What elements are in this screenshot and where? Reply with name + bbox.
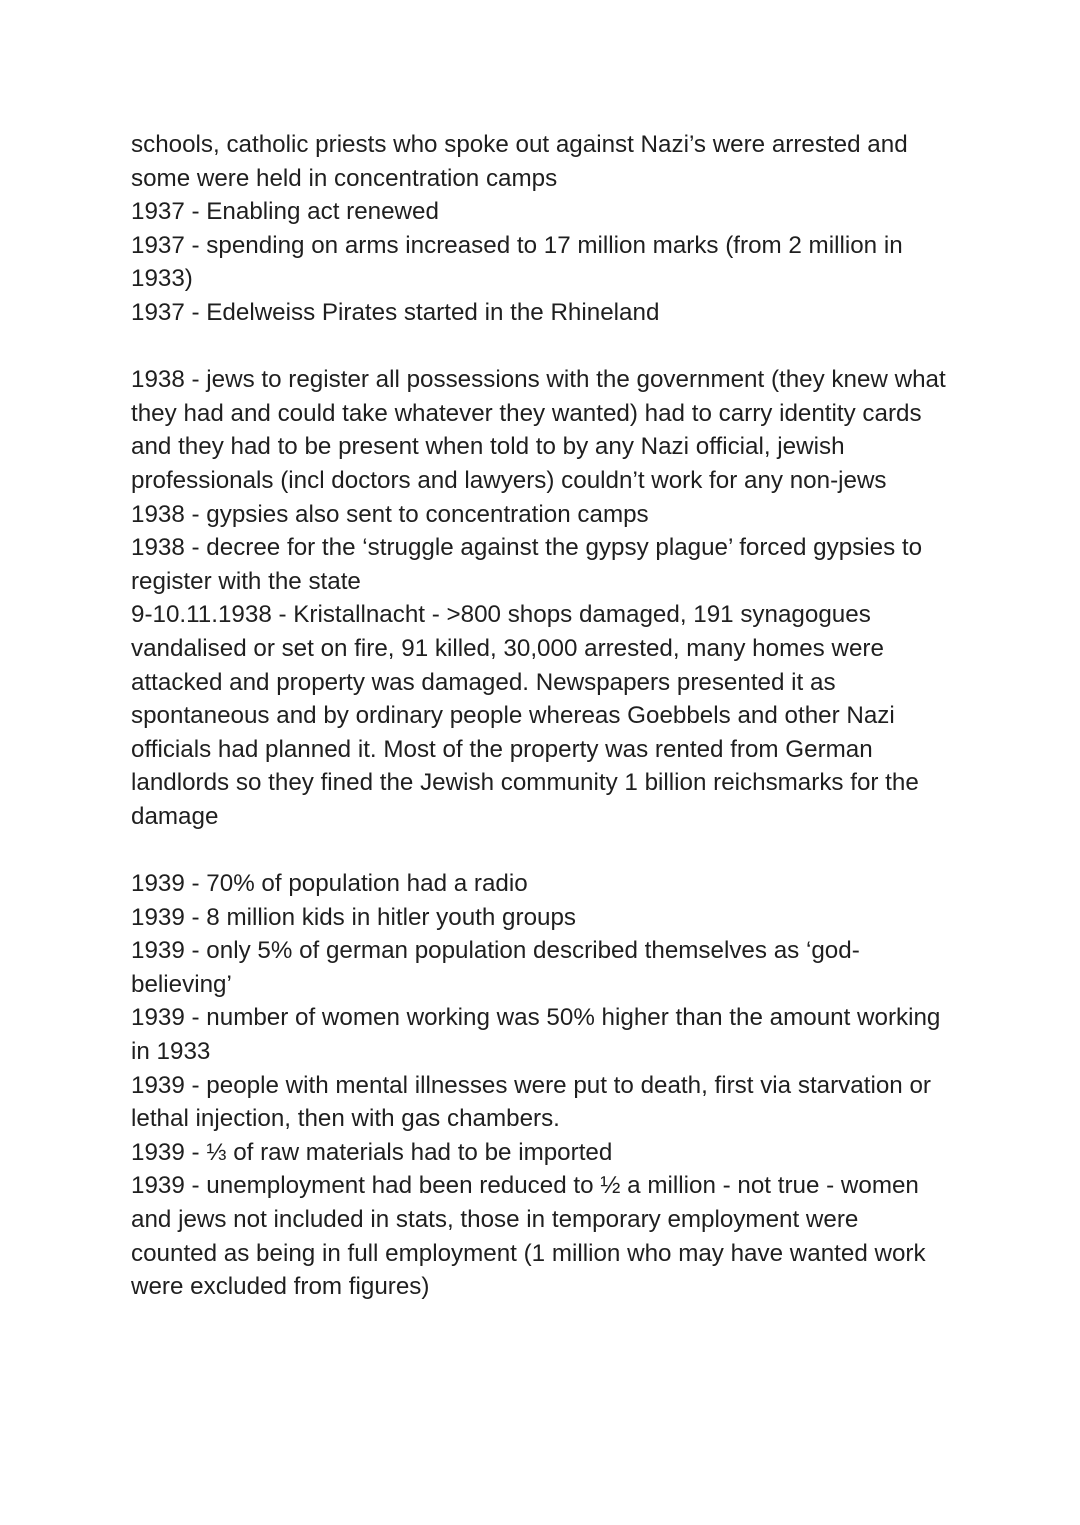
timeline-entry: 1938 - jews to register all possessions with the government (they knew what they had and could take whatever they wanted) had to carry identity cards and they had to be present when told to by any Nazi official, jewish professionals (incl doctors and lawyers) couldn’t work for any non-jews bbox=[131, 366, 946, 494]
timeline-entry: 1938 - gypsies also sent to concentration camps bbox=[131, 500, 649, 528]
timeline-entry: 1939 - people with mental illnesses were put to death, first via starvation or lethal injection, then with gas chambers. bbox=[131, 1071, 931, 1133]
timeline-entry: 1937 - spending on arms increased to 17 million marks (from 2 million in 1933) bbox=[131, 231, 903, 293]
timeline-entry: 9-10.11.1938 - Kristallnacht - >800 shops damaged, 191 synagogues vandalised or set on fire, 91 killed, 30,000 arrested, many homes were attacked and property was damaged. Newspapers presented it as spontaneous and by ordinary people whereas Goebbels and other Nazi officials had planned it. Most of the property was rented from German landlords so they fined the Jewish community 1 billion reichsmarks for the damage bbox=[131, 601, 919, 830]
timeline-entry: 1939 - 70% of population had a radio bbox=[131, 870, 528, 898]
timeline-entry: 1939 - number of women working was 50% higher than the amount working in 1933 bbox=[131, 1004, 941, 1066]
timeline-entry: 1939 - only 5% of german population described themselves as ‘god-believing’ bbox=[131, 937, 860, 998]
timeline-entry: 1939 - ⅓ of raw materials had to be imported bbox=[131, 1138, 613, 1166]
section-1939 bbox=[131, 867, 951, 1304]
timeline-entry: 1939 - 8 million kids in hitler youth groups bbox=[131, 903, 577, 931]
section-1937 bbox=[131, 128, 951, 330]
paragraph: schools, catholic priests who spoke out against Nazi’s were arrested and some were held in concentration camps bbox=[131, 131, 908, 192]
timeline-entry: 1937 - Enabling act renewed bbox=[131, 198, 439, 226]
section-1938 bbox=[131, 363, 951, 833]
document-page bbox=[131, 128, 951, 1304]
timeline-entry: 1939 - unemployment had been reduced to ½ a million - not true - women and jews not included in stats, those in temporary employment were counted as being in full employment (1 million who may have wanted work were excluded from figures) bbox=[131, 1172, 926, 1301]
timeline-entry: 1937 - Edelweiss Pirates started in the Rhineland bbox=[131, 298, 660, 326]
timeline-entry: 1938 - decree for the ‘struggle against the gypsy plague’ forced gypsies to register with the state bbox=[131, 534, 923, 595]
